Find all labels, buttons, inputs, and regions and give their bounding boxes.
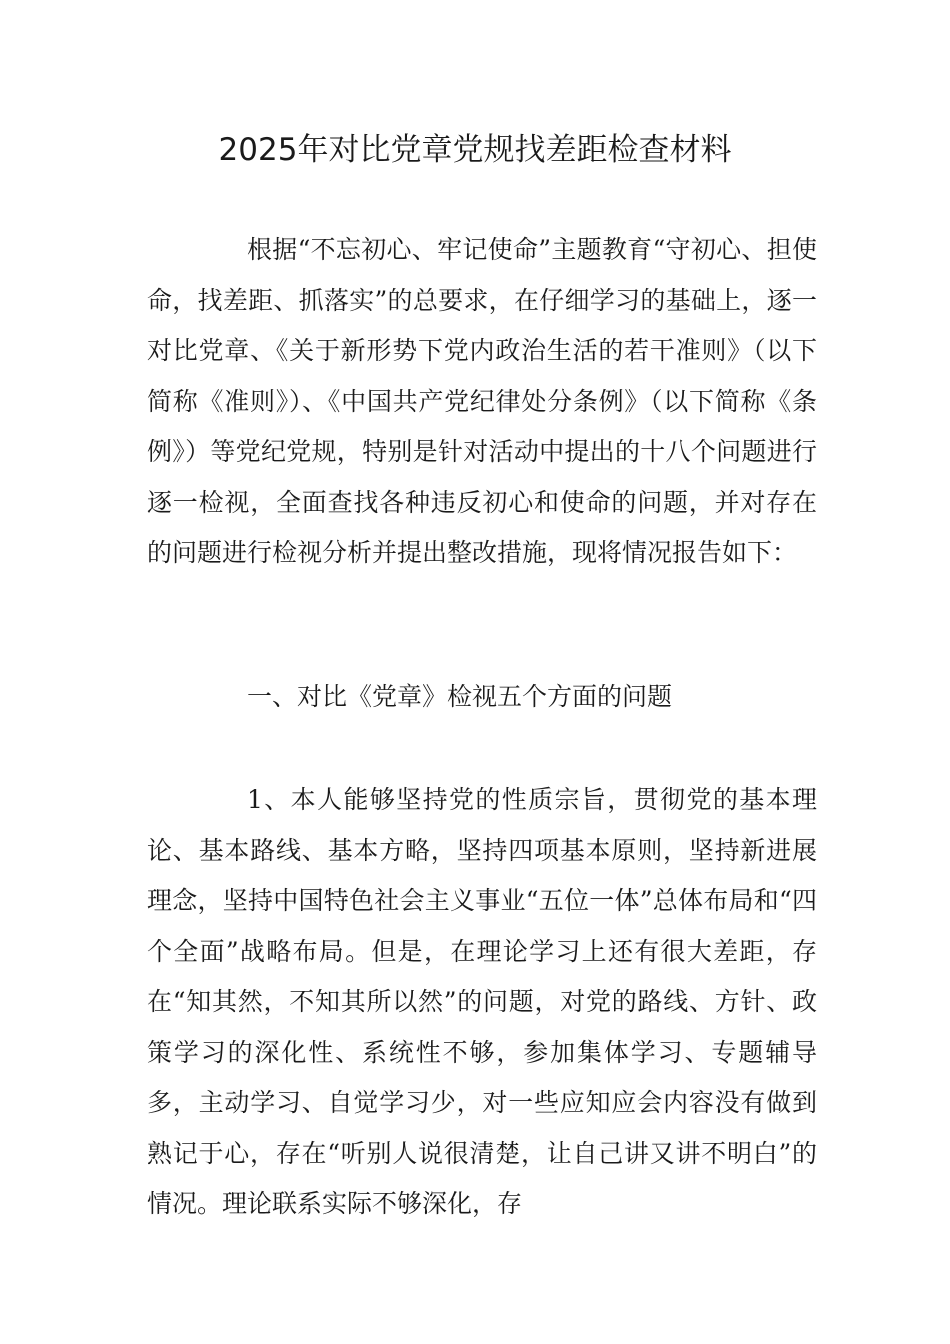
body-paragraph: 1、本人能够坚持党的性质宗旨，贯彻党的基本理论、基本路线、基本方略，坚持四项基本原则，坚持新进展理念，坚持中国特色社会主义事业“五位一体”总体布局和“四个全面”战略布局。但是，在理论学习上还有很大差距，存在“知其然，不知其所以然”的问题，对党的路线、方针、政策学习的深化性、系统性不够，参加集体学习、专题辅导多，主动学习、自觉学习少，对一些应知应会内容没有做到熟记于心，存在“听别人说很清楚，让自己讲又讲不明白”的情况。理论联系实际不够深化，存 [147, 785, 817, 1218]
intro-paragraph: 根据“不忘初心、牢记使命”主题教育“守初心、担使命，找差距、抓落实”的总要求，在仔细学习的基础上，逐一对比党章、《关于新形势下党内政治生活的若干准则》（以下简称《准则》）、《中国共产党纪律处分条例》（以下简称《条例》）等党纪党规，特别是针对活动中提出的十八个问题进行逐一检视，全面查找各种违反初心和使命的问题，并对存在的问题进行检视分析并提出整改措施，现将情况报告如下： [147, 235, 817, 567]
section-heading: 一、对比《党章》检视五个方面的问题 [247, 682, 673, 711]
document-title: 2025年对比党章党规找差距检查材料 [218, 132, 732, 168]
